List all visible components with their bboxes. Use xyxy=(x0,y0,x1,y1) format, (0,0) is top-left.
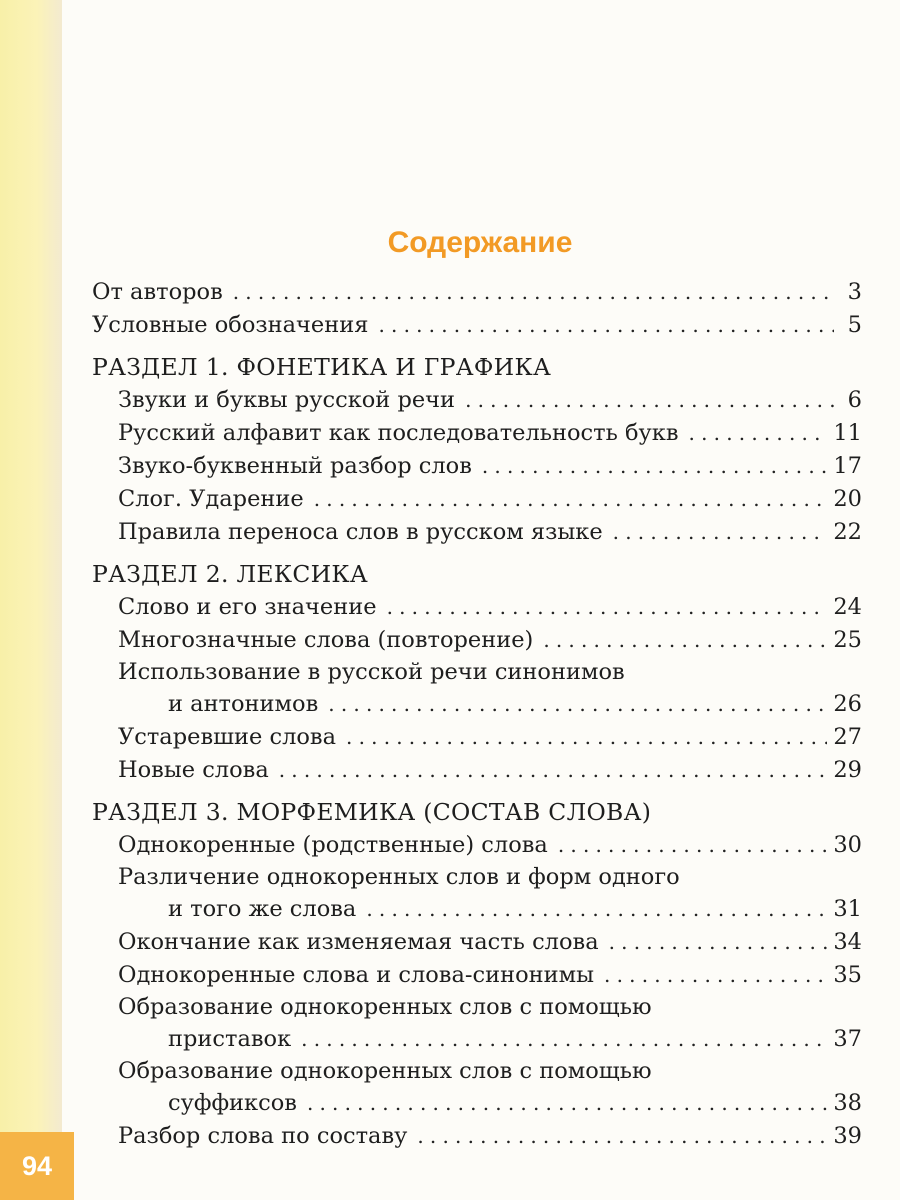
toc-entry-title: Условные обозначения xyxy=(92,312,369,338)
toc-entry[interactable] xyxy=(92,1120,862,1153)
toc-entry[interactable] xyxy=(92,829,862,862)
toc-entry-title: От авторов xyxy=(92,279,223,305)
leader-dots xyxy=(346,721,827,754)
toc-entry-page: 34 xyxy=(833,929,862,955)
toc-entry[interactable] xyxy=(92,1087,862,1120)
leader-dots xyxy=(482,450,828,483)
page-title: Содержание xyxy=(387,226,573,259)
leader-dots xyxy=(366,893,827,926)
toc-entry-title: Однокоренные (родственные) слова xyxy=(118,832,548,858)
toc-entry-page: 17 xyxy=(833,453,862,479)
toc-entry-page: 6 xyxy=(847,387,862,413)
toc-entry-page: 24 xyxy=(833,594,862,620)
toc-entry[interactable] xyxy=(92,1023,862,1056)
toc-entry-title-line1[interactable]: Различение однокоренных слов и форм одного xyxy=(118,864,680,890)
toc-entry-page: 5 xyxy=(847,312,862,338)
leader-dots xyxy=(307,1087,827,1120)
toc-entry-title-cont: и того же слова xyxy=(168,896,357,922)
toc-entry[interactable] xyxy=(92,624,862,657)
toc-entry-page: 29 xyxy=(833,757,862,783)
toc-entry-page: 3 xyxy=(847,279,862,305)
leader-dots xyxy=(387,591,828,624)
side-color-stripe xyxy=(0,0,62,1200)
toc-entry-title-cont: и антонимов xyxy=(168,691,319,717)
leader-dots xyxy=(301,1023,827,1056)
toc-entry-title: Правила переноса слов в русском языке xyxy=(118,519,603,545)
toc-entry-page: 26 xyxy=(833,691,862,717)
toc-entry[interactable] xyxy=(92,309,862,342)
leader-dots xyxy=(328,688,827,721)
table-of-contents xyxy=(92,276,862,1153)
toc-entry-page: 35 xyxy=(833,962,862,988)
toc-entry-title-line1[interactable]: Образование однокоренных слов с помощью xyxy=(118,1058,652,1084)
leader-dots xyxy=(378,309,834,342)
toc-entry-page: 27 xyxy=(833,724,862,750)
toc-entry-title-line1[interactable]: Использование в русской речи синонимов xyxy=(118,659,625,685)
toc-entry[interactable] xyxy=(92,591,862,624)
toc-entry[interactable] xyxy=(92,754,862,787)
leader-dots xyxy=(609,926,828,959)
page-number-badge: 94 xyxy=(0,1132,74,1200)
toc-entry-page: 31 xyxy=(833,896,862,922)
toc-entry-title: Многозначные слова (повторение) xyxy=(118,627,534,653)
leader-dots xyxy=(558,829,828,862)
toc-entry-page: 30 xyxy=(833,832,862,858)
leader-dots xyxy=(314,483,828,516)
toc-entry[interactable] xyxy=(92,959,862,992)
leader-dots xyxy=(417,1120,827,1153)
toc-entry-title: Новые слова xyxy=(118,757,269,783)
toc-entry-title: Звуко-буквенный разбор слов xyxy=(118,453,472,479)
toc-entry-title-cont: приставок xyxy=(168,1026,292,1052)
toc-entry-title: Русский алфавит как последовательность букв xyxy=(118,420,679,446)
toc-entry-page: 20 xyxy=(833,486,862,512)
leader-dots xyxy=(233,276,834,309)
toc-entry-page: 39 xyxy=(833,1123,862,1149)
section-heading[interactable]: РАЗДЕЛ 3. МОРФЕМИКА (СОСТАВ СЛОВА) xyxy=(92,798,652,826)
leader-dots xyxy=(604,959,827,992)
section-heading[interactable]: РАЗДЕЛ 2. ЛЕКСИКА xyxy=(92,560,368,588)
toc-entry[interactable] xyxy=(92,450,862,483)
toc-entry-title-cont: суффиксов xyxy=(168,1090,297,1116)
leader-dots xyxy=(613,516,828,549)
toc-entry[interactable] xyxy=(92,516,862,549)
toc-entry[interactable] xyxy=(92,483,862,516)
toc-entry-title: Слог. Ударение xyxy=(118,486,304,512)
toc-entry-title: Однокоренные слова и слова-синонимы xyxy=(118,962,595,988)
toc-entry-page: 37 xyxy=(833,1026,862,1052)
leader-dots xyxy=(689,417,828,450)
leader-dots xyxy=(543,624,827,657)
section-heading[interactable]: РАЗДЕЛ 1. ФОНЕТИКА И ГРАФИКА xyxy=(92,353,552,381)
toc-entry-page: 11 xyxy=(833,420,862,446)
toc-entry-page: 25 xyxy=(833,627,862,653)
toc-entry[interactable] xyxy=(92,721,862,754)
toc-entry[interactable] xyxy=(92,688,862,721)
toc-entry-title: Слово и его значение xyxy=(118,594,377,620)
toc-entry-title: Разбор слова по составу xyxy=(118,1123,408,1149)
toc-entry[interactable] xyxy=(92,417,862,450)
toc-entry[interactable] xyxy=(92,926,862,959)
toc-entry-page: 38 xyxy=(833,1090,862,1116)
toc-entry-title: Окончание как изменяемая часть слова xyxy=(118,929,599,955)
leader-dots xyxy=(279,754,828,787)
toc-entry[interactable] xyxy=(92,384,862,417)
toc-entry-title-line1[interactable]: Образование однокоренных слов с помощью xyxy=(118,994,652,1020)
toc-entry[interactable] xyxy=(92,893,862,926)
leader-dots xyxy=(465,384,834,417)
toc-entry[interactable] xyxy=(92,276,862,309)
toc-entry-title: Устаревшие слова xyxy=(118,724,337,750)
toc-entry-title: Звуки и буквы русской речи xyxy=(118,387,456,413)
toc-entry-page: 22 xyxy=(833,519,862,545)
